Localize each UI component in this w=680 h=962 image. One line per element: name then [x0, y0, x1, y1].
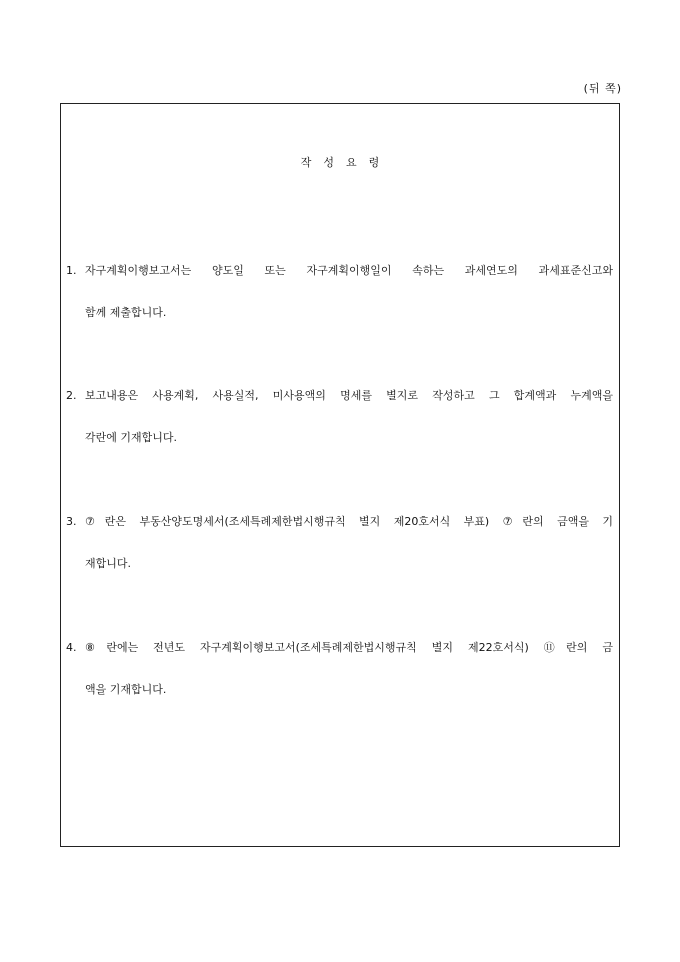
item-text-line2: 액을 기재합니다.	[85, 683, 167, 696]
item-number: 2.	[66, 389, 77, 402]
item-text-line1: 보고내용은 사용계획, 사용실적, 미사용액의 명세를 별지로 작성하고 그 합계액과 누계액을	[85, 389, 613, 402]
item-text-line1: ⑦란은 부동산양도명세서(조세특례제한법시행규칙 별지 제20호서식 부표) ⑦란의 금액을 기	[85, 515, 613, 528]
instruction-item	[66, 375, 613, 459]
item-text-line2: 각란에 기재합니다.	[85, 431, 178, 444]
item-number: 3.	[66, 515, 77, 528]
item-text-line2: 함께 제출합니다.	[85, 306, 167, 319]
instructions-frame	[60, 103, 620, 847]
item-text-line2: 재합니다.	[85, 557, 132, 570]
page-side-label: (뒤 쪽)	[583, 82, 622, 95]
instruction-item	[66, 627, 613, 711]
item-number: 4.	[66, 641, 77, 654]
item-text-line1: 자구계획이행보고서는 양도일 또는 자구계획이행일이 속하는 과세연도의 과세표준신고와	[85, 264, 613, 277]
instruction-item	[66, 250, 613, 334]
page-title: 작성요령	[300, 156, 392, 169]
item-text-line1: ⑧란에는 전년도 자구계획이행보고서(조세특례제한법시행규칙 별지 제22호서식) ⑪란의 금	[85, 641, 613, 654]
instruction-item	[66, 501, 613, 585]
item-number: 1.	[66, 264, 77, 277]
